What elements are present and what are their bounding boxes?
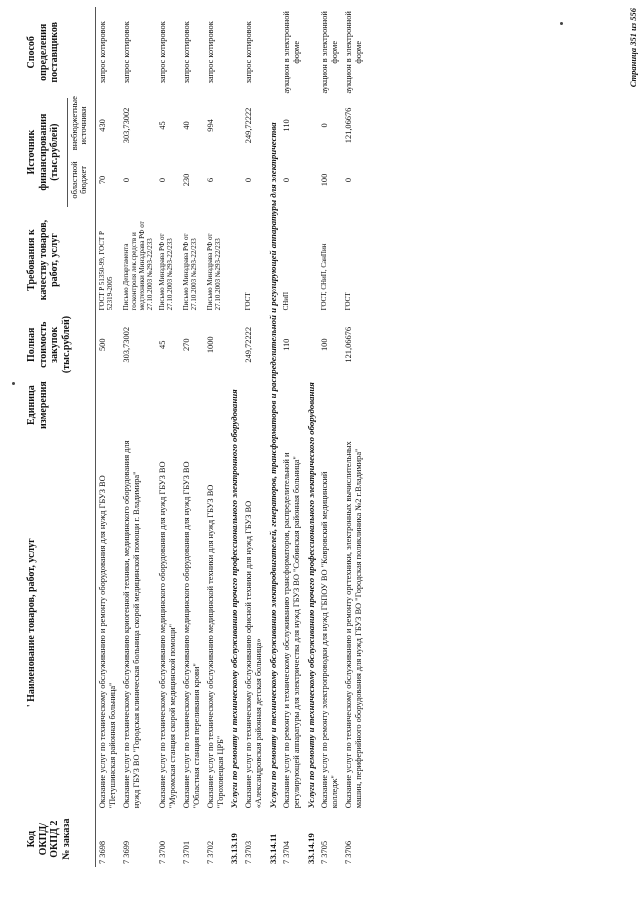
row-name: Оказание услуг по техническому обслуживанию медицинского оборудования для нужд ГБУЗ ВО "Муромская станция скорой медицинской помощи" (158, 461, 177, 809)
row-method: аукцион в электронной форме (320, 11, 340, 94)
row-requirements: Письмо Минздрава РФ от 27.10.2003 №293-22/233 (158, 233, 175, 311)
row-code (180, 811, 204, 867)
section-row (266, 7, 280, 867)
header-name: ' Наименование товаров, работ, услуг (24, 434, 96, 811)
row-external: 121,06676 (344, 107, 354, 144)
row-number: 3700 (158, 840, 168, 858)
row-number: 3698 (98, 840, 108, 858)
row-unit (318, 376, 342, 434)
row-external: 0 (320, 123, 330, 128)
table-row (204, 7, 228, 867)
row-code (96, 811, 120, 867)
row-external: 45 (158, 121, 168, 130)
row-requirements: Письмо Минздрава РФ от 27.10.2003 №293-22/233 (181, 233, 198, 311)
row-name: Оказание услуг по техническому обслуживанию и ремонту оргтехники, электронных вычислительных машин, периферийного оборудования для нужд ГБУЗ ВО "Городская поликлиника №2 г.Владимира" (344, 441, 363, 809)
section-code: 33.14.19 (305, 833, 316, 864)
row-code (242, 811, 266, 867)
row-number: 3705 (320, 840, 330, 858)
row-cost: 110 (282, 338, 292, 351)
row-cost: 45 (158, 340, 168, 349)
row-requirements: Письмо Департамента госконтроля лек.средств и медтехники Минздрава РФ от 27.10.2003 №293-22/233 (121, 221, 154, 311)
row-name: Оказание услуг по ремонту и техническому обслуживанию трансформаторов, распределительной и регулирующей аппаратуры для электричества для нужд ГБУЗ ВО "Собинская районная больница" (282, 452, 301, 809)
row-external: 249,72222 (243, 107, 253, 144)
header-fund-regional: областной бюджет (67, 153, 96, 206)
section-title: Услуги по ремонту и техническому обслуживанию прочего профессионального электронного оборудования (229, 389, 240, 809)
row-unit (242, 376, 266, 434)
row-number: 3702 (205, 840, 215, 858)
header-funding: Источник финансирования (тыс.рублей) (24, 98, 67, 207)
row-external: 994 (205, 119, 215, 132)
row-cost: 1000 (205, 336, 215, 354)
row-code (156, 811, 180, 867)
row-code (342, 811, 366, 867)
row-unit (180, 376, 204, 434)
row-code (120, 811, 156, 867)
row-regional: 0 (121, 177, 131, 183)
row-method: запрос котировок (205, 21, 215, 84)
row-unit (342, 376, 366, 434)
row-requirements: ГОСТ Р 51350-99, ГОСТ Р 52319-2005 (98, 231, 115, 311)
row-regional: 6 (205, 177, 215, 183)
table-body (96, 7, 366, 867)
row-regional: 0 (243, 177, 253, 183)
row-cost: 100 (320, 338, 330, 352)
row-code (280, 811, 304, 867)
row-prefix: 7 (243, 859, 253, 864)
table-row (318, 7, 342, 867)
row-number: 3703 (243, 840, 253, 858)
row-external: 303,73002 (121, 107, 131, 144)
row-number: 3706 (344, 840, 354, 858)
header-fund-external: внебюджетные источники (67, 98, 96, 154)
row-method: запрос котировок (98, 21, 108, 84)
row-unit (156, 376, 180, 434)
table-row (242, 7, 266, 867)
row-external: 430 (98, 119, 108, 132)
table-row (156, 7, 180, 867)
row-unit (204, 376, 228, 434)
header-row (24, 7, 67, 867)
row-requirements: ГОСТ (344, 292, 353, 311)
row-prefix: 7 (158, 859, 168, 864)
row-cost: 303,73002 (121, 326, 131, 363)
row-unit (120, 376, 156, 434)
header-requirements: Требования к качеству товаров, работ, услуг (24, 207, 96, 314)
row-method: запрос котировок (243, 21, 253, 84)
table-row (96, 7, 120, 867)
row-external: 40 (181, 121, 191, 130)
row-regional: 230 (181, 173, 191, 187)
row-name: Оказание услуг по ремонту электропроводки для нужд ГБПОУ ВО "Ковровский медицинский колледж" (320, 471, 340, 809)
row-number: 3699 (121, 840, 131, 858)
section-title: Услуги по ремонту и техническому обслуживанию прочего профессионального электрического оборудования (305, 382, 316, 809)
row-unit (280, 376, 304, 434)
section-code: 33.13.19 (229, 833, 240, 864)
row-method: запрос котировок (158, 21, 168, 84)
row-method: запрос котировок (121, 21, 131, 84)
row-requirements: Письмо Минздрава РФ от 27.10.2003 №293-22/233 (205, 233, 222, 311)
row-regional: 0 (158, 177, 168, 183)
row-code (318, 811, 342, 867)
scan-speck (560, 22, 563, 25)
header-code: Код ОКПД/ ОКПД 2 № заказа (24, 811, 96, 867)
row-prefix: 7 (98, 859, 108, 864)
row-name: Оказание услуг по техническому обслуживанию криогенной техники, медицинского оборудования для нужд ГБУЗ ВО "Городская клиническая больница скорой медицинской помощи г. Владимира" (121, 440, 141, 809)
row-number: 3704 (282, 840, 292, 858)
row-requirements: ГОСТ (243, 292, 252, 311)
row-prefix: 7 (121, 859, 131, 864)
row-method: аукцион в электронной форме (282, 11, 301, 94)
row-name: Оказание услуг по техническому обслуживанию медицинского оборудования для нужд ГБУЗ ВО "Областная станция переливания крови" (181, 461, 201, 809)
section-code: 33.14.11 (267, 833, 278, 864)
row-regional: 0 (344, 177, 354, 183)
row-regional: 100 (320, 173, 330, 187)
row-method: аукцион в электронной форме (344, 11, 363, 94)
row-unit (96, 376, 120, 434)
header-cost: Полная стоимость закупок (тыс.рублей) (24, 313, 96, 376)
row-name: Оказание услуг по техническому обслуживанию медицинской техники для нужд ГБУЗ ВО "Гороховецкая ЦРБ" (205, 484, 225, 809)
row-prefix: 7 (344, 859, 354, 864)
row-prefix: 7 (320, 859, 330, 864)
row-name: Оказание услуг по техническому обслуживанию офисной техники для нужд ГБУЗ ВО «Александровская районная детская больница» (243, 500, 263, 809)
row-prefix: 7 (282, 859, 292, 864)
table-row (120, 7, 156, 867)
page-number: Страница 351 из 556 (628, 8, 638, 88)
row-cost: 249,72222 (243, 326, 253, 363)
row-regional: 0 (282, 177, 292, 183)
table-row (342, 7, 366, 867)
header-unit: Единица измерения (24, 376, 96, 434)
section-row (227, 7, 241, 867)
procurement-table (24, 7, 366, 867)
row-external: 110 (282, 119, 292, 132)
row-cost: 500 (98, 338, 108, 352)
header-method: Способ определения поставщиков (24, 7, 96, 98)
row-name: Оказание услуг по техническому обслуживанию и ремонту оборудования для нужд ГБУЗ ВО "Петушинская районная больница" (98, 475, 117, 809)
scan-speck (12, 382, 15, 385)
row-number: 3701 (181, 840, 191, 858)
row-code (204, 811, 228, 867)
row-prefix: 7 (181, 859, 191, 864)
row-cost: 270 (181, 338, 191, 352)
row-requirements: ГОСТ, СНиП, СанПин (320, 243, 329, 311)
row-regional: 70 (98, 175, 108, 185)
row-method: запрос котировок (181, 21, 191, 84)
row-prefix: 7 (205, 859, 215, 864)
section-row (304, 7, 318, 867)
table-row (280, 7, 304, 867)
row-cost: 121,06676 (344, 326, 354, 363)
row-requirements: СНиП (282, 291, 291, 311)
table-row (180, 7, 204, 867)
section-title: Услуги по ремонту и техническому обслуживанию электродвигателей, генераторов, трансформаторов и распределительной и регулирующей аппаратуры для электричества (267, 122, 278, 809)
